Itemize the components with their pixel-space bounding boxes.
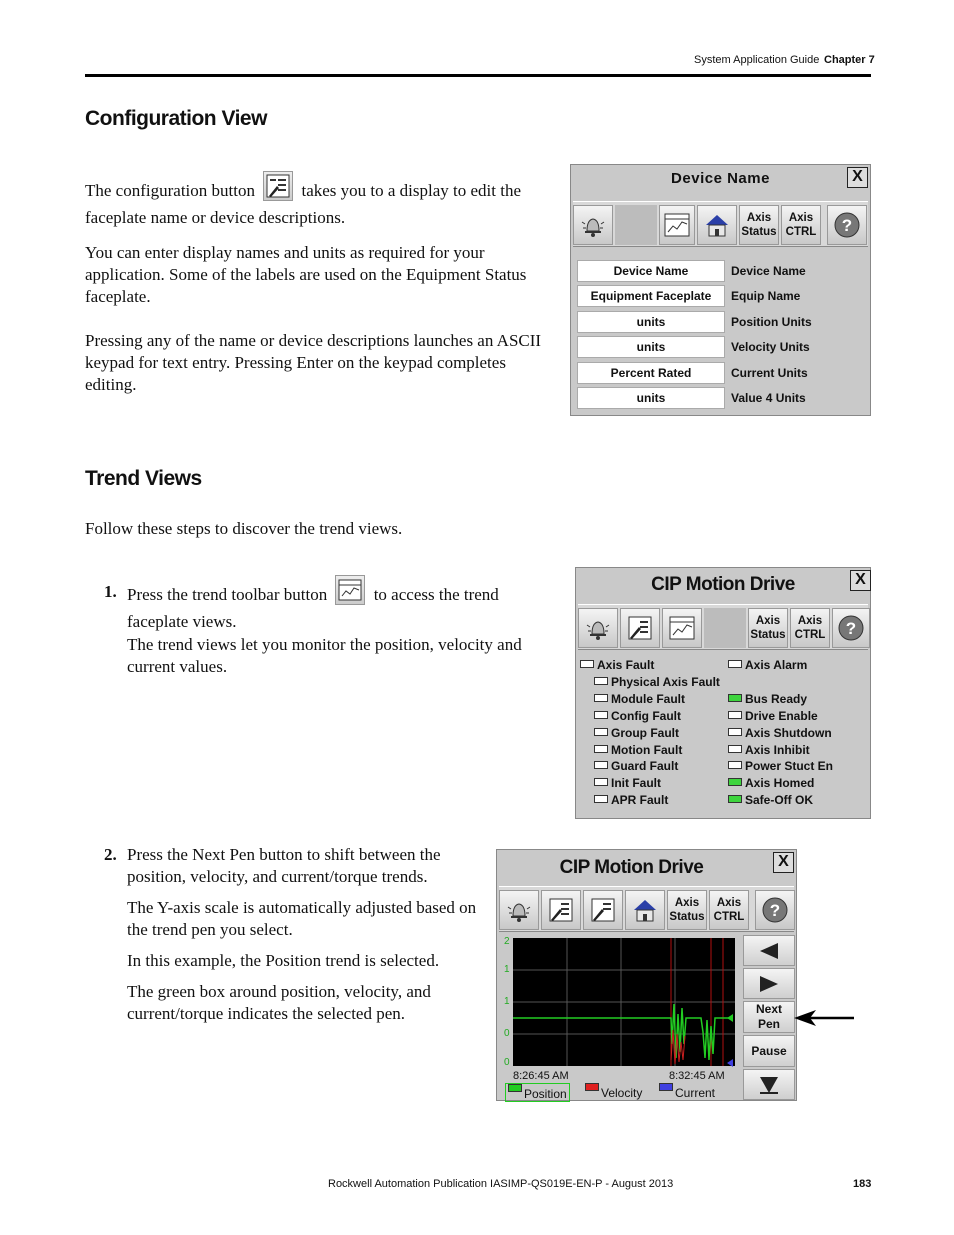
config-field-label: Value 4 Units: [731, 391, 806, 405]
step-2-paragraph-4: The green box around position, velocity, and current/torque indicates the selected pen.: [127, 982, 431, 1023]
config-p1-a: The configuration button: [85, 180, 255, 200]
status-indicator: [728, 742, 810, 758]
status-indicator: [728, 758, 833, 774]
pen-label: Position: [524, 1087, 567, 1101]
y-tick: 0: [504, 1057, 510, 1068]
status-indicator: [594, 758, 678, 774]
status-label: Motion Fault: [611, 742, 683, 757]
step-2-number: 2.: [104, 845, 117, 864]
config-field-button[interactable]: Device Name: [577, 260, 725, 282]
pen-label: Velocity: [601, 1086, 643, 1100]
status-label: Config Fault: [611, 708, 681, 723]
status-indicator: [728, 691, 807, 707]
alarm-button[interactable]: [499, 890, 539, 930]
section-title-configuration: Configuration View: [85, 107, 267, 130]
status-led: [594, 761, 608, 769]
help-button[interactable]: [832, 608, 870, 648]
status-label: Axis Shutdown: [745, 725, 832, 740]
config-field-label: Velocity Units: [731, 340, 810, 355]
status-indicator: [580, 657, 654, 673]
configuration-button[interactable]: [620, 608, 660, 648]
pen-color-swatch: [659, 1083, 673, 1091]
axis-status-button[interactable]: [739, 205, 779, 245]
y-tick: 0: [504, 1028, 510, 1039]
status-label: Axis Alarm: [745, 658, 808, 672]
status-label: Axis Homed: [745, 776, 815, 791]
status-led: [728, 660, 742, 668]
pen-legend-item[interactable]: [583, 1083, 644, 1100]
status-led: [594, 694, 608, 702]
status-led: [728, 761, 742, 769]
left-arrow-icon: [758, 942, 780, 960]
config-field-button[interactable]: units: [577, 387, 725, 409]
axis-status-line2: Status: [750, 629, 786, 641]
config-p1-b: takes you to a display to edit the: [301, 180, 522, 200]
faceplate-title: CIP Motion Drive: [559, 857, 704, 878]
help-button[interactable]: [827, 205, 867, 245]
help-button[interactable]: [755, 890, 795, 930]
close-button[interactable]: X: [847, 167, 868, 188]
axis-ctrl-line1: Axis: [788, 212, 814, 224]
status-label: Axis Inhibit: [745, 742, 810, 757]
header-rule: [85, 74, 871, 77]
trend-icon: [662, 210, 692, 240]
settings-icon: [588, 895, 618, 925]
config-field-button[interactable]: units: [577, 311, 725, 333]
config-field-label: Position Units: [731, 314, 812, 329]
y-tick: 2: [504, 936, 510, 947]
bell-icon: [583, 613, 613, 643]
axis-status-line2: Status: [741, 226, 777, 238]
pen-label: Current: [675, 1086, 716, 1100]
step-2-paragraph-1: Press the Next Pen button to shift between the position, velocity, and current/torque trends.: [127, 845, 441, 886]
status-label: Physical Axis Fault: [611, 674, 720, 689]
config-paragraph-2: You can enter display names and units as required for your application. Some of the labels are used on the Equipment Status faceplate.: [85, 243, 527, 306]
running-header: System Application Guide: [694, 54, 820, 66]
axis-ctrl-line2: CTRL: [785, 226, 817, 238]
publication-footer: Rockwell Automation Publication IASIMP-QS019E-EN-P - August 2013: [328, 1178, 674, 1190]
status-led: [728, 728, 742, 736]
config-field-label: Device Name: [731, 264, 806, 278]
config-paragraph-1: [85, 177, 555, 229]
trend-button-icon: [335, 575, 365, 605]
scroll-left-button[interactable]: [743, 935, 795, 966]
status-indicator: [728, 725, 832, 741]
status-indicator: [594, 775, 661, 791]
device-name-faceplate: [570, 164, 871, 416]
settings-button[interactable]: [583, 890, 623, 930]
status-label: Bus Ready: [745, 691, 808, 706]
help-icon: [832, 210, 862, 240]
step-1-number: 1.: [104, 582, 117, 601]
axis-status-button[interactable]: [667, 890, 707, 930]
status-indicator: [728, 775, 814, 791]
svg-text:?: ?: [845, 619, 857, 638]
trend-button[interactable]: [659, 205, 695, 245]
axis-ctrl-button[interactable]: [709, 890, 749, 930]
toolbar-spacer: [704, 608, 746, 648]
config-field-button[interactable]: units: [577, 336, 725, 358]
configuration-button-icon: [263, 171, 293, 201]
axis-ctrl-line2: CTRL: [713, 911, 745, 923]
home-button[interactable]: [697, 205, 737, 245]
status-led: [594, 745, 608, 753]
status-indicator: [594, 691, 685, 707]
trend-intro: Follow these steps to discover the trend views.: [85, 519, 403, 538]
home-button[interactable]: [625, 890, 665, 930]
status-label: APR Fault: [611, 793, 669, 808]
section-title-trend: Trend Views: [85, 467, 202, 490]
faceplate-toolbar: [578, 604, 868, 650]
axis-ctrl-line1: Axis: [716, 897, 742, 909]
home-icon: [630, 895, 660, 925]
status-led: [594, 677, 608, 685]
configuration-button[interactable]: [541, 890, 581, 930]
status-indicator: [594, 725, 679, 741]
axis-status-line1: Axis: [674, 897, 700, 909]
status-indicator: [728, 708, 818, 724]
status-led: [594, 728, 608, 736]
cip-motion-trend-faceplate: [496, 849, 797, 1101]
axis-ctrl-line1: Axis: [797, 615, 823, 627]
status-label: Module Fault: [611, 691, 685, 706]
next-pen-button[interactable]: [743, 1001, 795, 1033]
chapter-label: Chapter 7: [824, 54, 875, 66]
status-indicator: [728, 792, 813, 808]
status-led: [728, 711, 742, 719]
bell-icon: [504, 895, 534, 925]
config-p1-c: faceplate name or device descriptions.: [85, 208, 346, 227]
pause-button[interactable]: Pause: [743, 1035, 795, 1067]
callout-arrow: [794, 1008, 858, 1028]
svg-text:?: ?: [769, 901, 781, 920]
config-field-label: Equip Name: [731, 289, 801, 304]
pen-color-swatch: [585, 1083, 599, 1091]
status-label: Power Stuct En: [745, 759, 834, 774]
cip-motion-status-faceplate: [575, 567, 871, 819]
status-indicator: [594, 792, 668, 808]
status-led: [728, 694, 742, 702]
help-icon: [760, 895, 790, 925]
status-label: Group Fault: [611, 725, 679, 740]
close-button[interactable]: X: [773, 852, 794, 873]
step-1-text: [127, 581, 547, 633]
status-led: [594, 795, 608, 803]
status-indicator: [594, 742, 682, 758]
status-label: Drive Enable: [745, 708, 818, 723]
y-tick: 1: [504, 964, 510, 975]
config-field-button[interactable]: Equipment Faceplate: [577, 285, 725, 307]
trend-chart-area: [501, 934, 737, 1070]
toolbar-spacer: [615, 205, 657, 245]
status-led: [580, 660, 594, 668]
step-2-paragraph-2: The Y-axis scale is automatically adjusted based on the trend pen you select.: [127, 898, 477, 939]
help-icon: [836, 613, 866, 643]
bell-icon: [578, 210, 608, 240]
axis-status-button[interactable]: [748, 608, 788, 648]
axis-ctrl-button[interactable]: [790, 608, 830, 648]
status-label: Safe-Off OK: [745, 793, 814, 808]
axis-status-line1: Axis: [746, 212, 772, 224]
configuration-icon: [625, 613, 655, 643]
status-led: [594, 778, 608, 786]
page-number: 183: [853, 1178, 872, 1190]
pen-legend-item[interactable]: [657, 1083, 717, 1100]
right-arrow-icon: [758, 975, 780, 993]
faceplate-title: Device Name: [671, 170, 770, 187]
pen-legend-item[interactable]: [505, 1083, 570, 1102]
alarm-button[interactable]: [578, 608, 618, 648]
scroll-right-button[interactable]: [743, 968, 795, 999]
axis-status-line1: Axis: [755, 615, 781, 627]
step1-a: Press the trend toolbar button: [127, 584, 328, 604]
config-field-button[interactable]: Percent Rated: [577, 362, 725, 384]
axis-status-line2: Status: [669, 911, 705, 923]
trend-icon: [667, 613, 697, 643]
trend-y-axis: [504, 936, 510, 1068]
status-indicator: [594, 708, 681, 724]
status-led: [728, 778, 742, 786]
svg-text:?: ?: [841, 216, 853, 235]
status-indicator: [728, 657, 807, 673]
status-indicator: [594, 674, 720, 690]
scroll-down-button[interactable]: [743, 1069, 795, 1100]
configuration-icon: [546, 895, 576, 925]
axis-ctrl-line2: CTRL: [794, 629, 826, 641]
pen-color-swatch: [508, 1084, 522, 1092]
config-paragraph-3: Pressing any of the name or device descriptions launches an ASCII keypad for text entry. Pressing Enter on the keypad completes editing.: [85, 331, 542, 394]
status-led: [728, 795, 742, 803]
status-led: [728, 745, 742, 753]
close-button[interactable]: X: [850, 570, 871, 591]
trend-chart: [501, 934, 737, 1070]
axis-ctrl-button[interactable]: [781, 205, 821, 245]
faceplate-toolbar: [499, 886, 794, 932]
status-led: [594, 711, 608, 719]
time-end: 8:32:45 AM: [669, 1070, 725, 1082]
faceplate-toolbar: [573, 201, 868, 247]
status-label: Init Fault: [611, 776, 661, 791]
step1-c: faceplate views.: [127, 612, 237, 631]
trend-button[interactable]: [662, 608, 702, 648]
next-pen-line1: Next: [755, 1002, 782, 1016]
y-tick: 1: [504, 996, 510, 1007]
time-start: 8:26:45 AM: [513, 1070, 569, 1082]
down-arrow-icon: [758, 1075, 780, 1095]
step1-b: to access the trend: [373, 584, 499, 604]
step-1-paragraph-2: The trend views let you monitor the position, velocity and current values.: [127, 635, 522, 676]
home-icon: [702, 210, 732, 240]
status-label: Axis Fault: [597, 658, 655, 672]
next-pen-line2: Pen: [757, 1017, 780, 1031]
alarm-button[interactable]: [573, 205, 613, 245]
config-field-label: Current Units: [731, 365, 808, 380]
status-label: Guard Fault: [611, 759, 679, 774]
faceplate-title: CIP Motion Drive: [651, 574, 795, 595]
step-2-paragraph-3: In this example, the Position trend is selected.: [127, 951, 440, 970]
